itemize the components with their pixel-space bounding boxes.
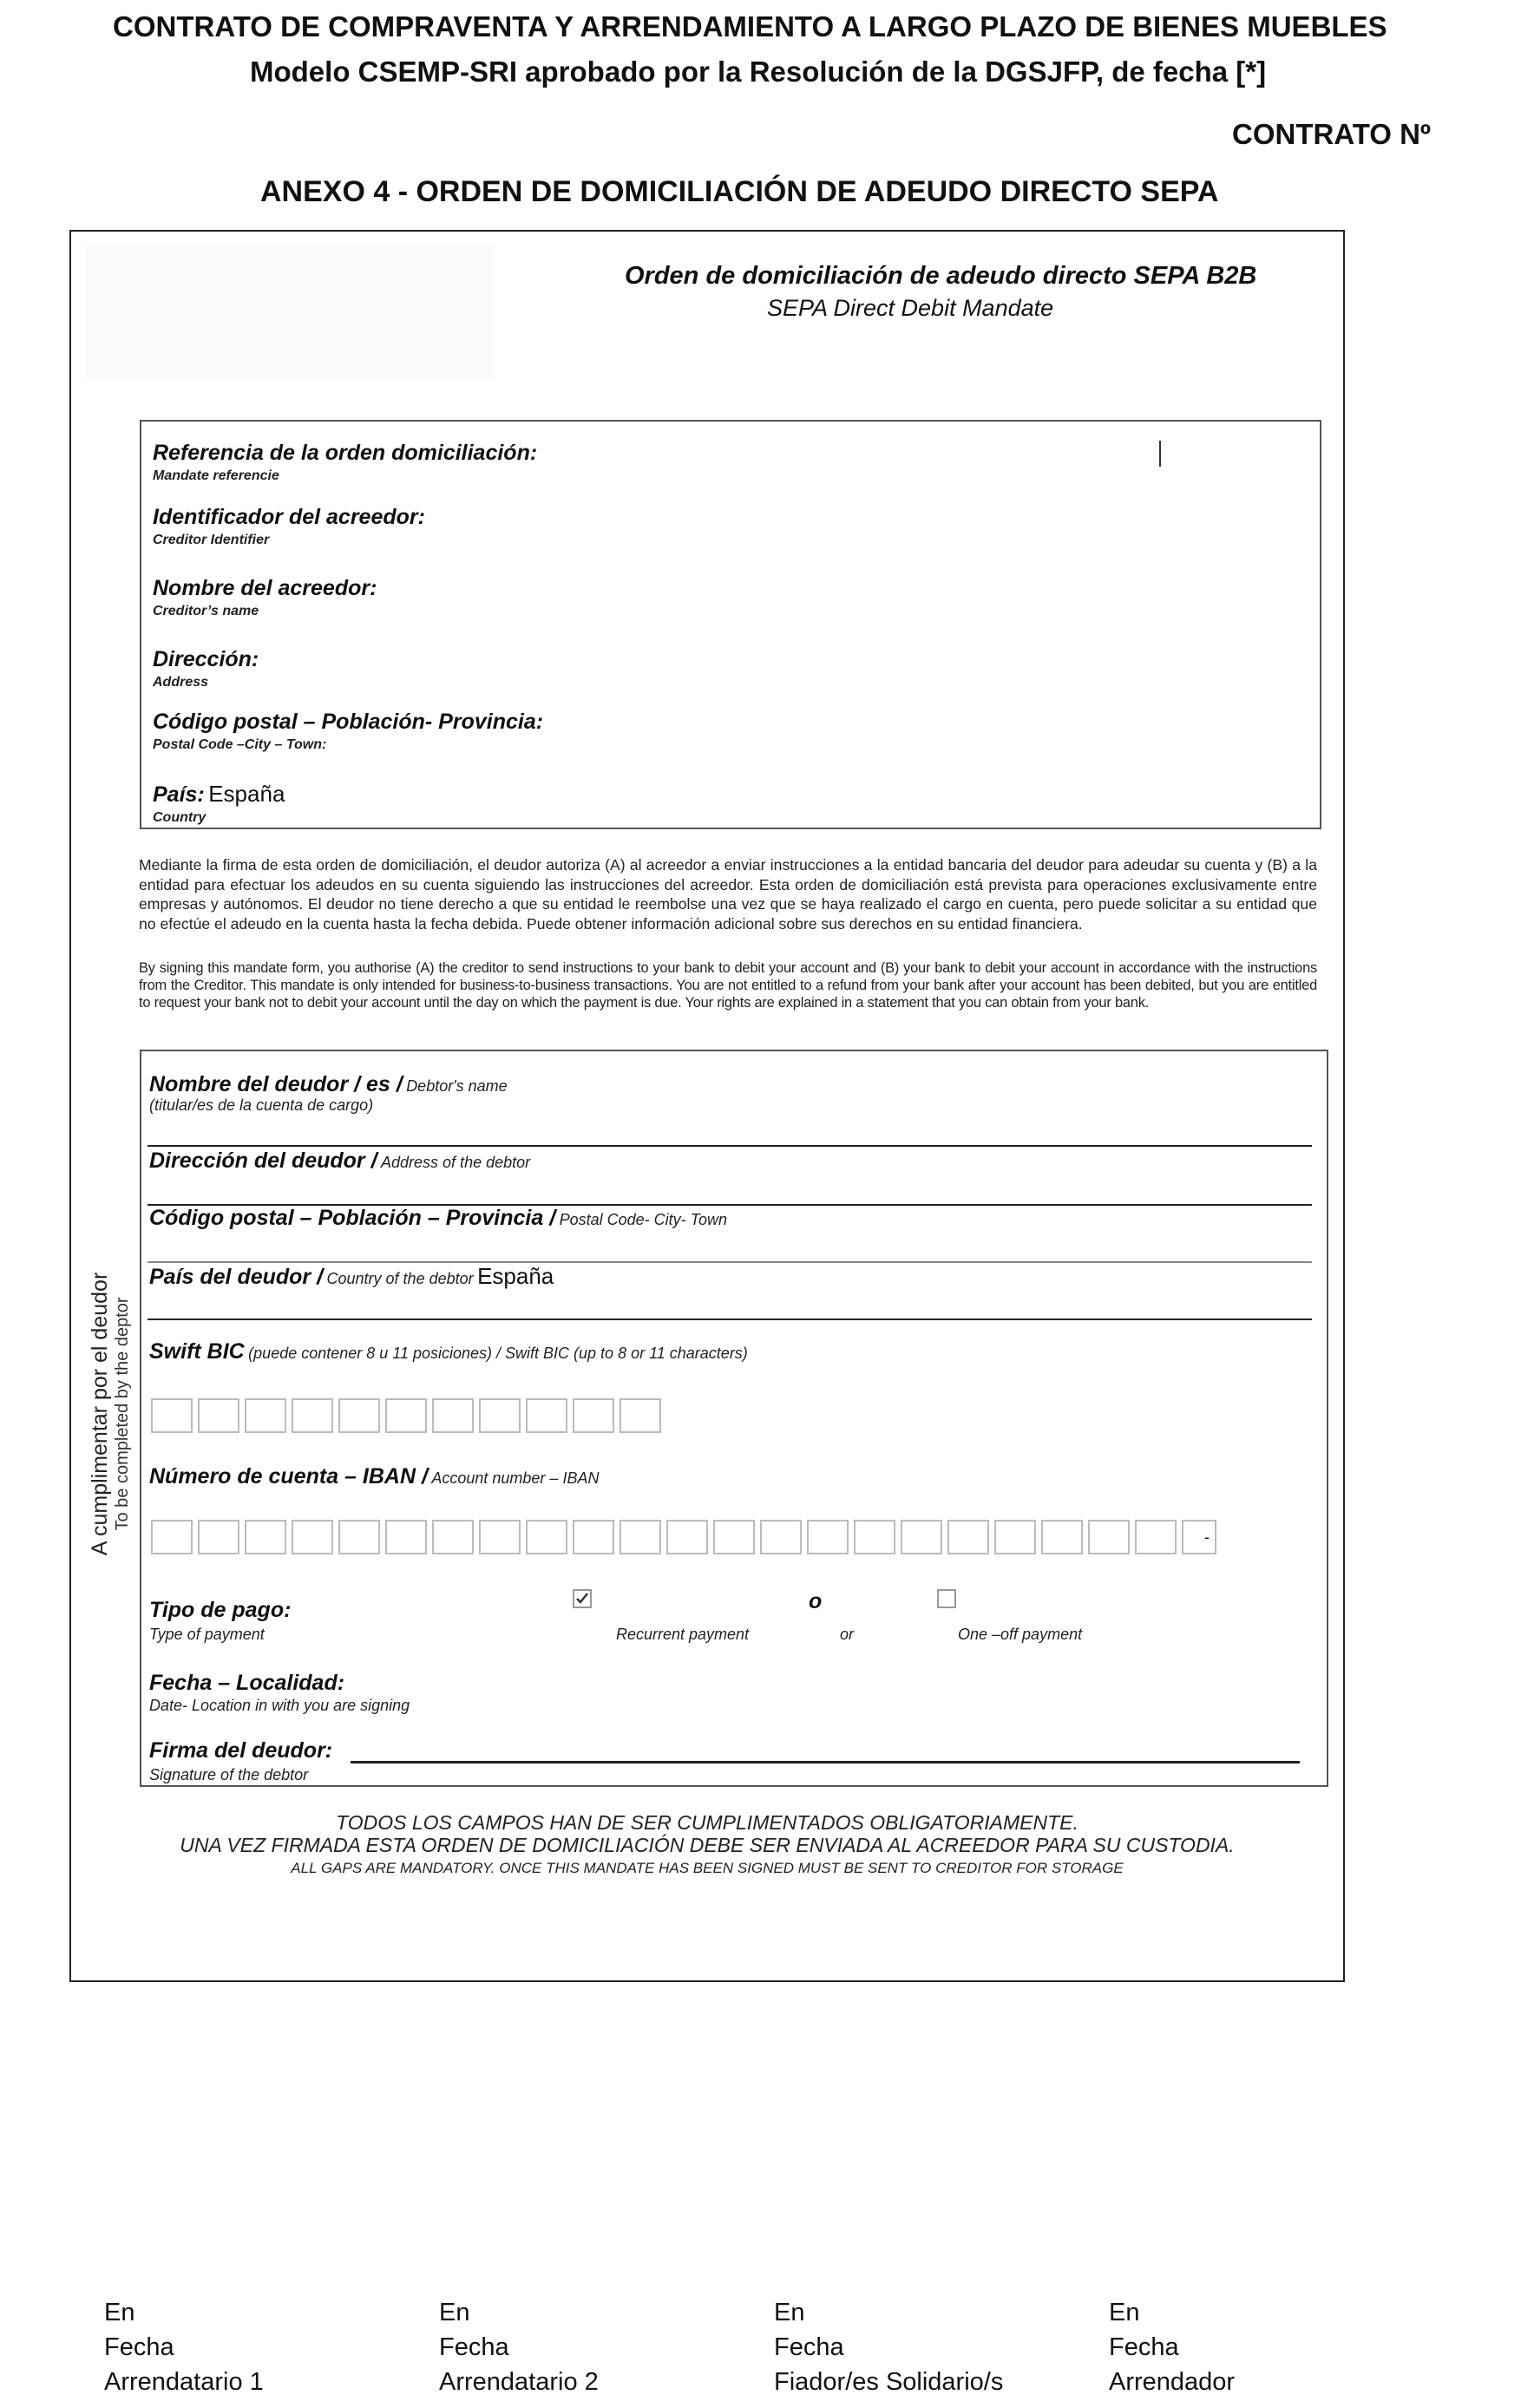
iban-cells (151, 1520, 1216, 1554)
debtor-postal-label: Código postal – Población – Provincia / (149, 1206, 556, 1230)
swift-cell[interactable] (338, 1398, 380, 1433)
signature-en: En (1109, 2299, 1140, 2326)
iban-cell[interactable] (526, 1520, 567, 1554)
signature-party: Arrendador (1109, 2368, 1236, 2396)
iban-cell[interactable] (760, 1520, 802, 1554)
signature-sub: Signature of the debtor (149, 1766, 309, 1783)
iban-cell[interactable] (1182, 1520, 1216, 1554)
payment-type-label: Tipo de pago: (149, 1598, 292, 1622)
swift-cell[interactable] (620, 1398, 661, 1433)
oneoff-payment-label: One –off payment (958, 1626, 1083, 1643)
iban-cell[interactable] (1041, 1520, 1083, 1554)
iban-cell[interactable] (338, 1520, 380, 1554)
debtor-name-row (149, 1072, 508, 1097)
checkmark-icon (574, 1591, 590, 1606)
side-label-en: To be completed by the deptor (113, 1297, 132, 1531)
contract-number-label: CONTRATO Nº (1232, 118, 1431, 150)
iban-cell[interactable] (151, 1520, 193, 1554)
iban-cell[interactable] (1088, 1520, 1130, 1554)
signature-fecha: Fecha (104, 2333, 174, 2361)
signature-en: En (774, 2299, 805, 2326)
creditor-postal-label: Código postal – Población- Provincia: (153, 710, 544, 734)
iban-cell[interactable] (245, 1520, 286, 1554)
iban-cell[interactable] (620, 1520, 661, 1554)
debtor-country-label: País del deudor / (149, 1265, 324, 1289)
signature-block-2 (439, 2295, 599, 2399)
mandate-reference-label: Referencia de la orden domiciliación: (153, 441, 538, 465)
swift-note: (puede contener 8 u 11 posiciones) / Swift BIC (up to 8 or 11 characters) (248, 1345, 748, 1362)
model-subtitle: Modelo CSEMP-SRI aprobado por la Resolución de la DGSJFP, de fecha [*] (250, 56, 1267, 88)
swift-cell[interactable] (526, 1398, 567, 1433)
signature-block-3 (774, 2295, 1003, 2399)
creditor-identifier-label: Identificador del acreedor: (153, 505, 425, 529)
swift-cell[interactable] (479, 1398, 521, 1433)
recurrent-payment-label: Recurrent payment (616, 1626, 750, 1643)
signature-en: En (104, 2299, 135, 2326)
swift-cell[interactable] (385, 1398, 427, 1433)
swift-cell[interactable] (198, 1398, 239, 1433)
swift-cell[interactable] (432, 1398, 474, 1433)
mandate-reference-sub: Mandate referencie (153, 468, 279, 483)
iban-cell[interactable] (947, 1520, 989, 1554)
signature-fecha: Fecha (1109, 2333, 1179, 2361)
debtor-address-row (149, 1148, 530, 1174)
contract-title: CONTRATO DE COMPRAVENTA Y ARRENDAMIENTO A LARGO PLAZO DE BIENES MUEBLES (113, 10, 1387, 43)
form-title-en: SEPA Direct Debit Mandate (767, 295, 1054, 321)
creditor-country-sub: Country (153, 810, 207, 825)
creditor-country-label: País: (153, 782, 205, 807)
iban-cell[interactable] (385, 1520, 427, 1554)
swift-cell[interactable] (151, 1398, 193, 1433)
iban-cell[interactable] (994, 1520, 1036, 1554)
footer-line-1: TODOS LOS CAMPOS HAN DE SER CUMPLIMENTADOS OBLIGATORIAMENTE. (336, 1811, 1078, 1834)
authorization-text-es: Mediante la firma de esta orden de domiciliación, el deudor autoriza (A) al acreedor a enviar instrucciones a la entidad bancaria del deudor para adeudar su cuenta y (B) a la entidad para efectuar los adeudos en su cuenta siguiendo las instrucciones del acreedor. Esta orden de domiciliación está prevista para operaciones exclusivamente entre empresas y autónomos. El deudor no tiene derecho a que su entidad le reembolse una vez que se haya realizado el cargo en cuenta, pero puede solicitar a su entidad que no efectúe el adeudo en la cuenta hasta la fecha debida. Puede obtener información adicional sobre sus derechos en su entidad financiera. (139, 856, 1317, 932)
or-en: or (840, 1626, 855, 1643)
iban-cell[interactable] (807, 1520, 849, 1554)
debtor-country-row (149, 1263, 554, 1290)
signature-fecha: Fecha (774, 2333, 844, 2361)
iban-cell[interactable] (479, 1520, 521, 1554)
iban-cell[interactable] (854, 1520, 895, 1554)
iban-trailing: - (1204, 1528, 1210, 1546)
iban-label: Número de cuenta – IBAN / (149, 1464, 428, 1489)
signature-field[interactable] (351, 1761, 1300, 1763)
debtor-address-label: Dirección del deudor / (149, 1148, 377, 1173)
debtor-postal-row (149, 1206, 727, 1231)
creditor-address-sub: Address (153, 675, 209, 690)
iban-cell[interactable] (432, 1520, 474, 1554)
footer-line-2: UNA VEZ FIRMADA ESTA ORDEN DE DOMICILIACIÓN DEBE SER ENVIADA AL ACREEDOR PARA SU CUSTODIA. (180, 1834, 1235, 1856)
signature-party: Arrendatario 2 (439, 2368, 599, 2396)
or-es: o (809, 1589, 823, 1613)
swift-row (149, 1339, 748, 1364)
debtor-name-label: Nombre del deudor / es / (149, 1072, 403, 1096)
signature-en: En (439, 2299, 470, 2326)
signature-party: Arrendatario 1 (104, 2368, 264, 2396)
swift-cell[interactable] (292, 1398, 333, 1433)
footer-line-3: ALL GAPS ARE MANDATORY. ONCE THIS MANDATE HAS BEEN SIGNED MUST BE SENT TO CREDITOR FOR STORAGE (291, 1860, 1124, 1876)
oneoff-checkbox[interactable] (937, 1589, 956, 1608)
creditor-country-row (153, 781, 285, 808)
creditor-country-value: España (208, 781, 285, 807)
creditor-address-label: Dirección: (153, 647, 259, 671)
debtor-address-en: Address of the debtor (381, 1154, 531, 1171)
debtor-postal-en: Postal Code- City- Town (559, 1211, 728, 1228)
iban-cell[interactable] (713, 1520, 755, 1554)
logo-placeholder (87, 243, 495, 382)
payment-type-sub: Type of payment (149, 1626, 265, 1643)
debtor-country-field[interactable] (148, 1319, 1312, 1320)
creditor-name-label: Nombre del acreedor: (153, 576, 377, 600)
swift-cell[interactable] (245, 1398, 286, 1433)
signature-party: Fiador/es Solidario/s (774, 2368, 1004, 2396)
iban-cell[interactable] (292, 1520, 333, 1554)
iban-row (149, 1464, 599, 1489)
iban-cell[interactable] (901, 1520, 942, 1554)
debtor-country-value: España (477, 1263, 554, 1289)
iban-en: Account number – IBAN (431, 1469, 600, 1487)
debtor-name-field[interactable] (148, 1145, 1312, 1147)
debtor-country-en: Country of the debtor (326, 1270, 474, 1287)
signature-label: Firma del deudor: (149, 1738, 333, 1763)
iban-cell[interactable] (666, 1520, 708, 1554)
creditor-identifier-sub: Creditor Identifier (153, 533, 270, 547)
iban-cell[interactable] (573, 1520, 614, 1554)
debtor-name-sub: (titular/es de la cuenta de cargo) (149, 1096, 374, 1114)
signature-fecha: Fecha (439, 2333, 509, 2361)
recurrent-checkbox[interactable] (573, 1589, 592, 1608)
iban-cell[interactable] (1135, 1520, 1177, 1554)
date-location-label: Fecha – Localidad: (149, 1671, 345, 1695)
authorization-text-en: By signing this mandate form, you authorise (A) the creditor to send instructions to your bank to debit your account and (B) your bank to debit your account in accordance with the instructions from the Creditor. This mandate is only intended for business-to-business transactions. You are not entitled to a refund from your bank after your account has been debited, but you are entitled to request your bank not to debit your account until the day on which the payment is due. Your rights are explained in a statement that you can obtain from your bank. (139, 960, 1317, 1011)
form-title: Orden de domiciliación de adeudo directo SEPA B2B (625, 262, 1257, 290)
signature-block-1 (104, 2295, 264, 2399)
swift-cell[interactable] (573, 1398, 614, 1433)
swift-cells (151, 1398, 666, 1433)
text-cursor (1159, 441, 1161, 467)
side-label-es: A cumplimentar por el deudor (88, 1272, 112, 1556)
iban-cell[interactable] (198, 1520, 239, 1554)
signature-block-4 (1109, 2295, 1235, 2399)
creditor-name-sub: Creditor’s name (153, 604, 259, 618)
date-location-sub: Date- Location in with you are signing (149, 1697, 410, 1714)
annex-title: ANEXO 4 - ORDEN DE DOMICILIACIÓN DE ADEUDO DIRECTO SEPA (260, 175, 1219, 208)
creditor-postal-sub: Postal Code –City – Town: (153, 737, 327, 752)
creditor-box (140, 420, 1321, 829)
debtor-name-en: Debtor's name (406, 1077, 508, 1095)
swift-label: Swift BIC (149, 1339, 245, 1364)
